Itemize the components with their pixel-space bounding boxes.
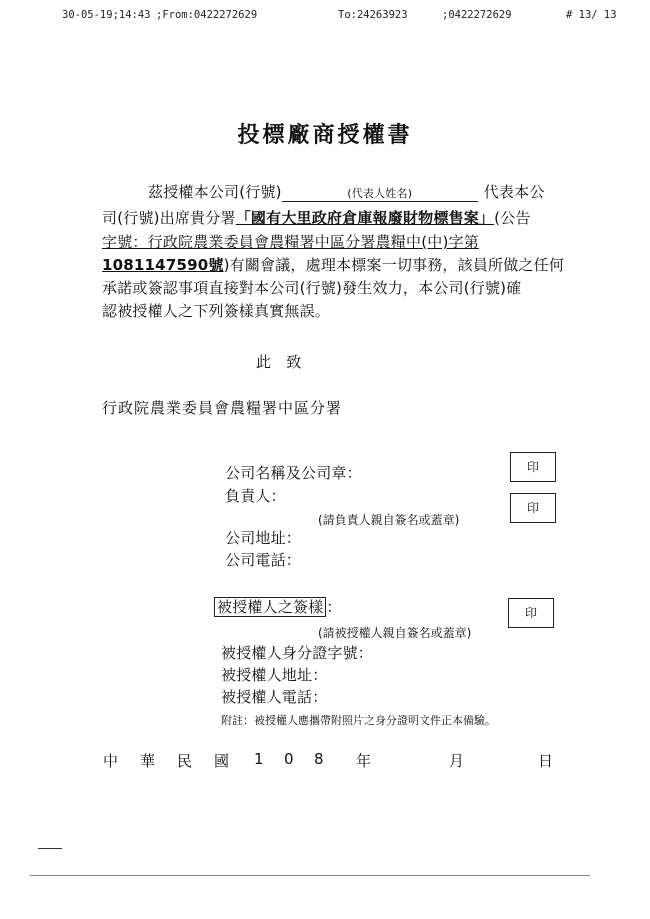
paragraph-line-2 (102, 207, 531, 228)
year-label: 年 (356, 752, 372, 770)
date-char-3: 民 (177, 752, 193, 770)
salutation: 此 致 (256, 353, 302, 371)
stamp-seal-text: 印 (526, 501, 539, 515)
owner-note: (請負責人親自簽名或蓋章) (318, 513, 460, 527)
line1-start: 茲授權本公司(行號) (148, 183, 282, 201)
company-stamp-box (510, 452, 556, 482)
date-char-2: 華 (140, 752, 156, 770)
company-address-label: 公司地址： (225, 529, 302, 547)
case-name: 「國有大里政府倉庫報廢財物標售案」 (235, 209, 495, 227)
document-title: 投標廠商授權書 (237, 123, 413, 148)
paragraph-line-5: 承諾或簽認事項直接對本公司(行號)發生效力，本公司(行號)確 (102, 279, 522, 297)
representative-placeholder: (代表人姓名) (347, 187, 413, 200)
owner-stamp-box (510, 493, 556, 523)
date-char-1: 中 (103, 752, 119, 770)
grantee-signature-label (214, 596, 342, 617)
fax-page: # 13/ 13 (566, 9, 617, 21)
company-phone-label: 公司電話： (225, 551, 302, 569)
year-digit-3: 8 (314, 750, 324, 768)
scan-mark (38, 848, 62, 849)
footnote: 附註：被授權人應攜帶附照片之身分證明文件正本備驗。 (221, 714, 496, 727)
bottom-rule (30, 875, 590, 876)
owner-label: 負責人： (225, 487, 286, 505)
line2-start: 司(行號)出席貴分署 (102, 209, 236, 227)
fax-datetime: 30-05-19;14:43 (62, 9, 151, 21)
line1-end: 代表本公 (483, 183, 545, 201)
stamp-seal-text: 印 (524, 606, 537, 620)
grantee-sign-boxed: 被授權人之簽樣 (214, 597, 326, 617)
stamp-seal-text: 印 (526, 460, 539, 474)
paragraph-line-3: 字號：行政院農業委員會農糧署中區分署農糧中(中)字第 (102, 233, 479, 251)
grantee-address-label: 被授權人地址： (221, 666, 328, 684)
paragraph-line-1 (148, 181, 545, 202)
paragraph-line-6: 認被授權人之下列簽樣真實無誤。 (102, 302, 331, 320)
name-blank (282, 183, 478, 202)
grantee-sign-colon: ： (326, 598, 342, 616)
grantee-phone-label: 被授權人電話： (221, 688, 328, 706)
recipient: 行政院農業委員會農糧署中區分署 (102, 399, 343, 417)
day-label: 日 (538, 752, 554, 770)
year-digit-1: 1 (254, 750, 264, 768)
company-name-label: 公司名稱及公司章： (225, 464, 362, 482)
grantee-note: (請被授權人親自簽名或蓋章) (318, 626, 472, 640)
announcement-number: 1081147590號 (102, 256, 224, 274)
year-digit-2: 0 (284, 750, 294, 768)
paragraph-line-4 (102, 254, 564, 275)
line2-end: (公告 (494, 209, 531, 227)
grantee-id-label: 被授權人身分證字號： (221, 644, 374, 662)
date-char-4: 國 (214, 752, 230, 770)
fax-number: ;0422272629 (442, 9, 512, 21)
grantee-stamp-box (508, 598, 554, 628)
line4-rest: )有關會議，處理本標案一切事務，該員所做之任何 (223, 256, 565, 274)
fax-to: To:24263923 (338, 9, 408, 21)
month-label: 月 (449, 752, 465, 770)
fax-from: ;From:0422272629 (156, 9, 258, 21)
